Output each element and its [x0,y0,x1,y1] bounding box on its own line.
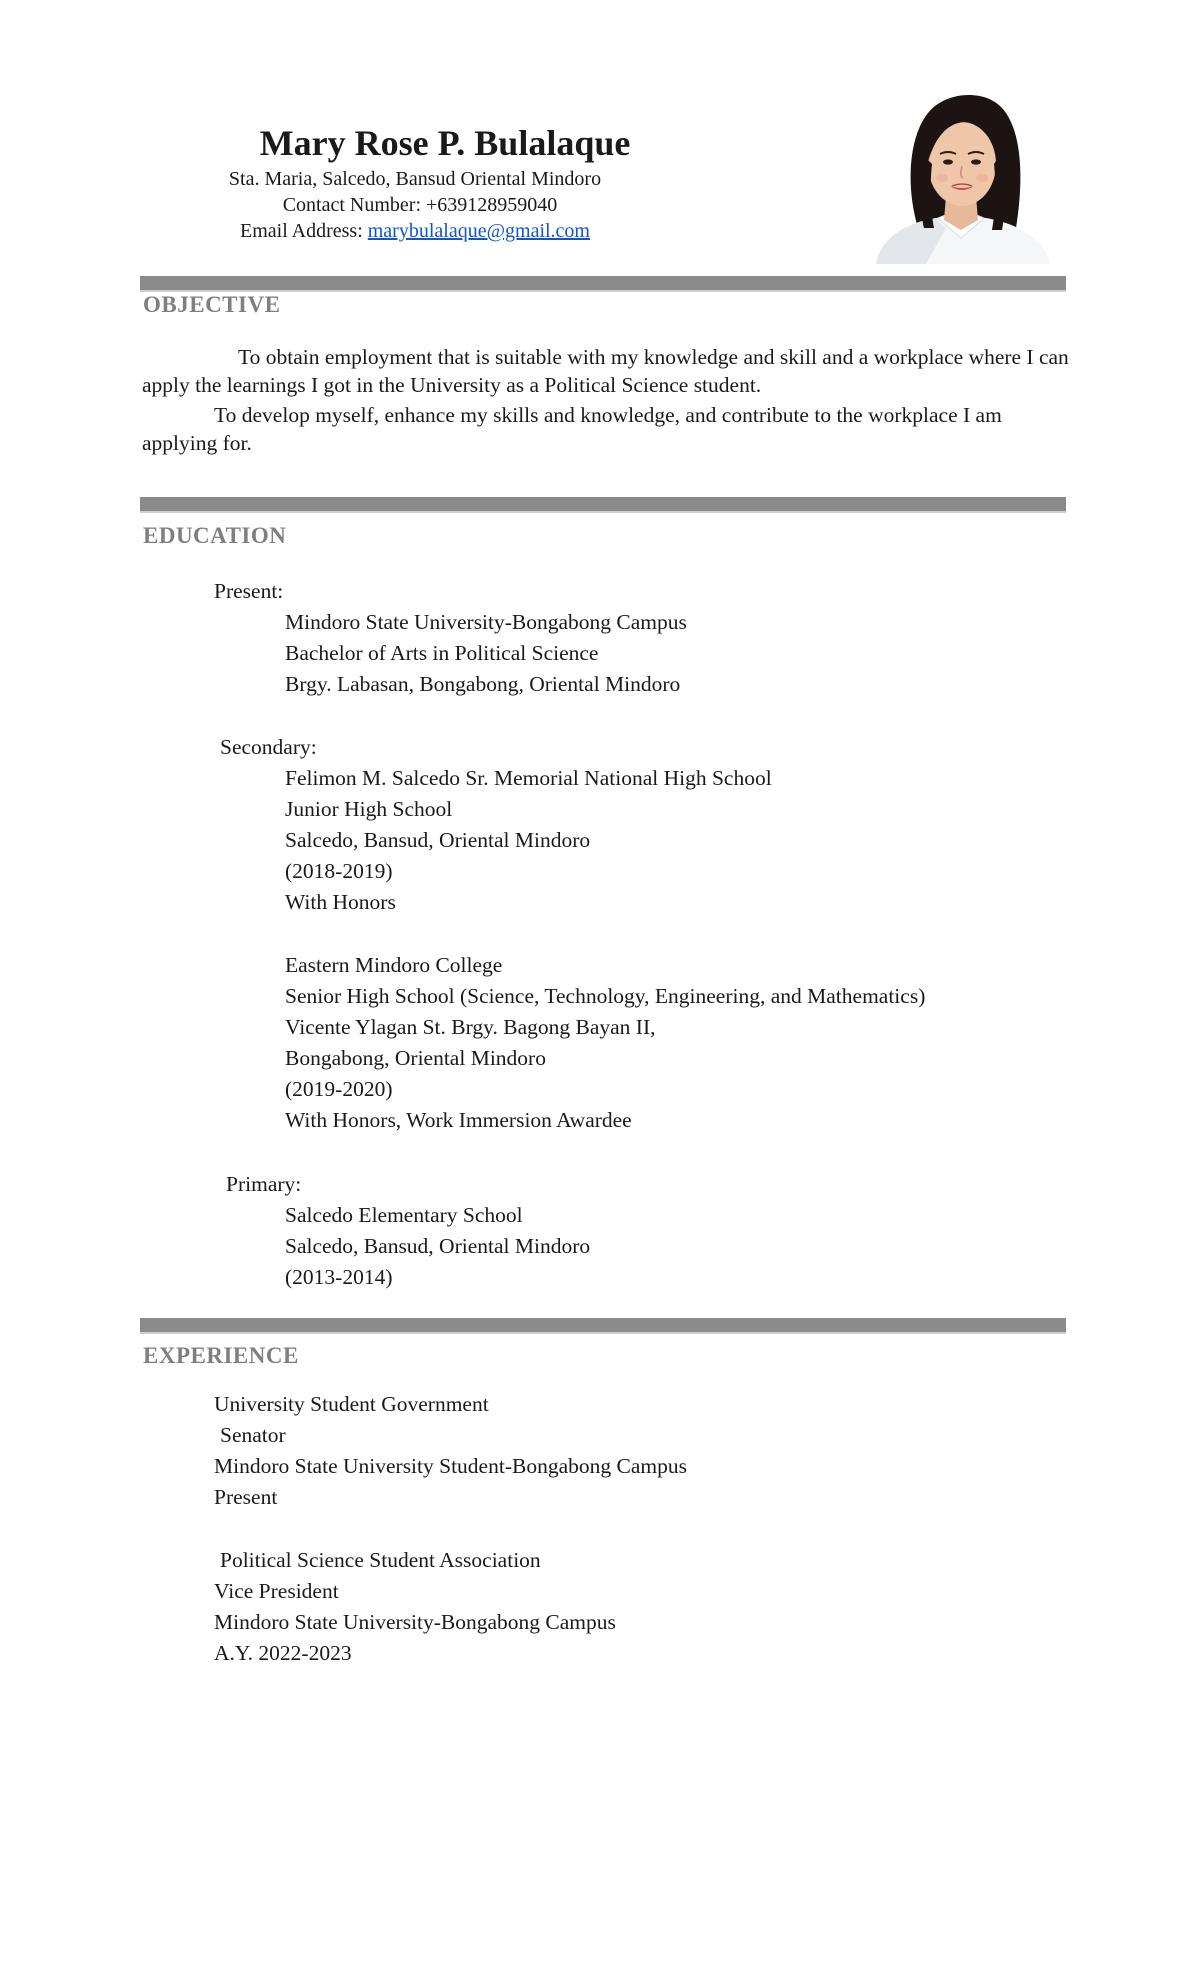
education-shs-school: Eastern Mindoro College [285,953,503,977]
contact-number: Contact Number: +639128959040 [282,194,558,216]
resume-header [140,120,690,244]
section-divider [140,1318,1066,1334]
experience-place: Mindoro State University-Bongabong Campus [214,1610,616,1634]
experience-role: Vice President [214,1579,339,1603]
education-shs-award: With Honors, Work Immersion Awardee [285,1108,632,1132]
education-primary-label: Primary: [226,1172,302,1196]
experience-title: EXPERIENCE [143,1343,299,1368]
experience-org: University Student Government [214,1392,489,1416]
education-primary-school: Salcedo Elementary School [285,1203,523,1227]
objective-section [142,343,1072,457]
education-primary-address: Salcedo, Bansud, Oriental Mindoro [285,1234,591,1258]
education-shs-year: (2019-2020) [285,1077,393,1101]
education-present-program: Bachelor of Arts in Political Science [285,641,599,665]
education-present-address: Brgy. Labasan, Bongabong, Oriental Mindoro [285,672,681,696]
education-title: EDUCATION [143,523,287,548]
objective-paragraph-1: To obtain employment that is suitable with my knowledge and skill and a workplace where I can apply the learnings I got in the University as a Political Science student. [142,345,1069,397]
education-shs-address-2: Bongabong, Oriental Mindoro [285,1046,546,1070]
email-link[interactable]: marybulalaque@gmail.com [367,220,590,242]
experience-period: Present [214,1485,278,1509]
portrait-illustration [866,78,1056,264]
profile-photo [866,78,1056,264]
section-divider [140,276,1066,292]
email-line [140,218,690,244]
education-jhs-address: Salcedo, Bansud, Oriental Mindoro [285,828,591,852]
education-present-school: Mindoro State University-Bongabong Campus [285,610,687,634]
section-divider [140,497,1066,513]
experience-period: A.Y. 2022-2023 [214,1641,352,1665]
education-shs-address-1: Vicente Ylagan St. Brgy. Bagong Bayan II, [285,1015,656,1039]
experience-place: Mindoro State University Student-Bongabong Campus [214,1454,687,1478]
education-jhs-school: Felimon M. Salcedo Sr. Memorial National High School [285,766,772,790]
objective-paragraph-2: To develop myself, enhance my skills and knowledge, and contribute to the workplace I am applying for. [142,403,1002,455]
education-jhs-year: (2018-2019) [285,859,393,883]
experience-org: Political Science Student Association [220,1548,541,1572]
education-jhs-award: With Honors [285,890,396,914]
education-primary-year: (2013-2014) [285,1265,393,1289]
education-shs-level: Senior High School (Science, Technology, Engineering, and Mathematics) [285,984,926,1008]
address: Sta. Maria, Salcedo, Bansud Oriental Mindoro [228,168,602,190]
objective-title: OBJECTIVE [143,292,281,317]
education-secondary-label: Secondary: [220,735,317,759]
applicant-name: Mary Rose P. Bulalaque [259,123,631,163]
education-present-label: Present: [214,579,284,603]
email-label: Email Address: [239,220,368,242]
experience-role: Senator [220,1423,286,1447]
education-jhs-level: Junior High School [285,797,453,821]
